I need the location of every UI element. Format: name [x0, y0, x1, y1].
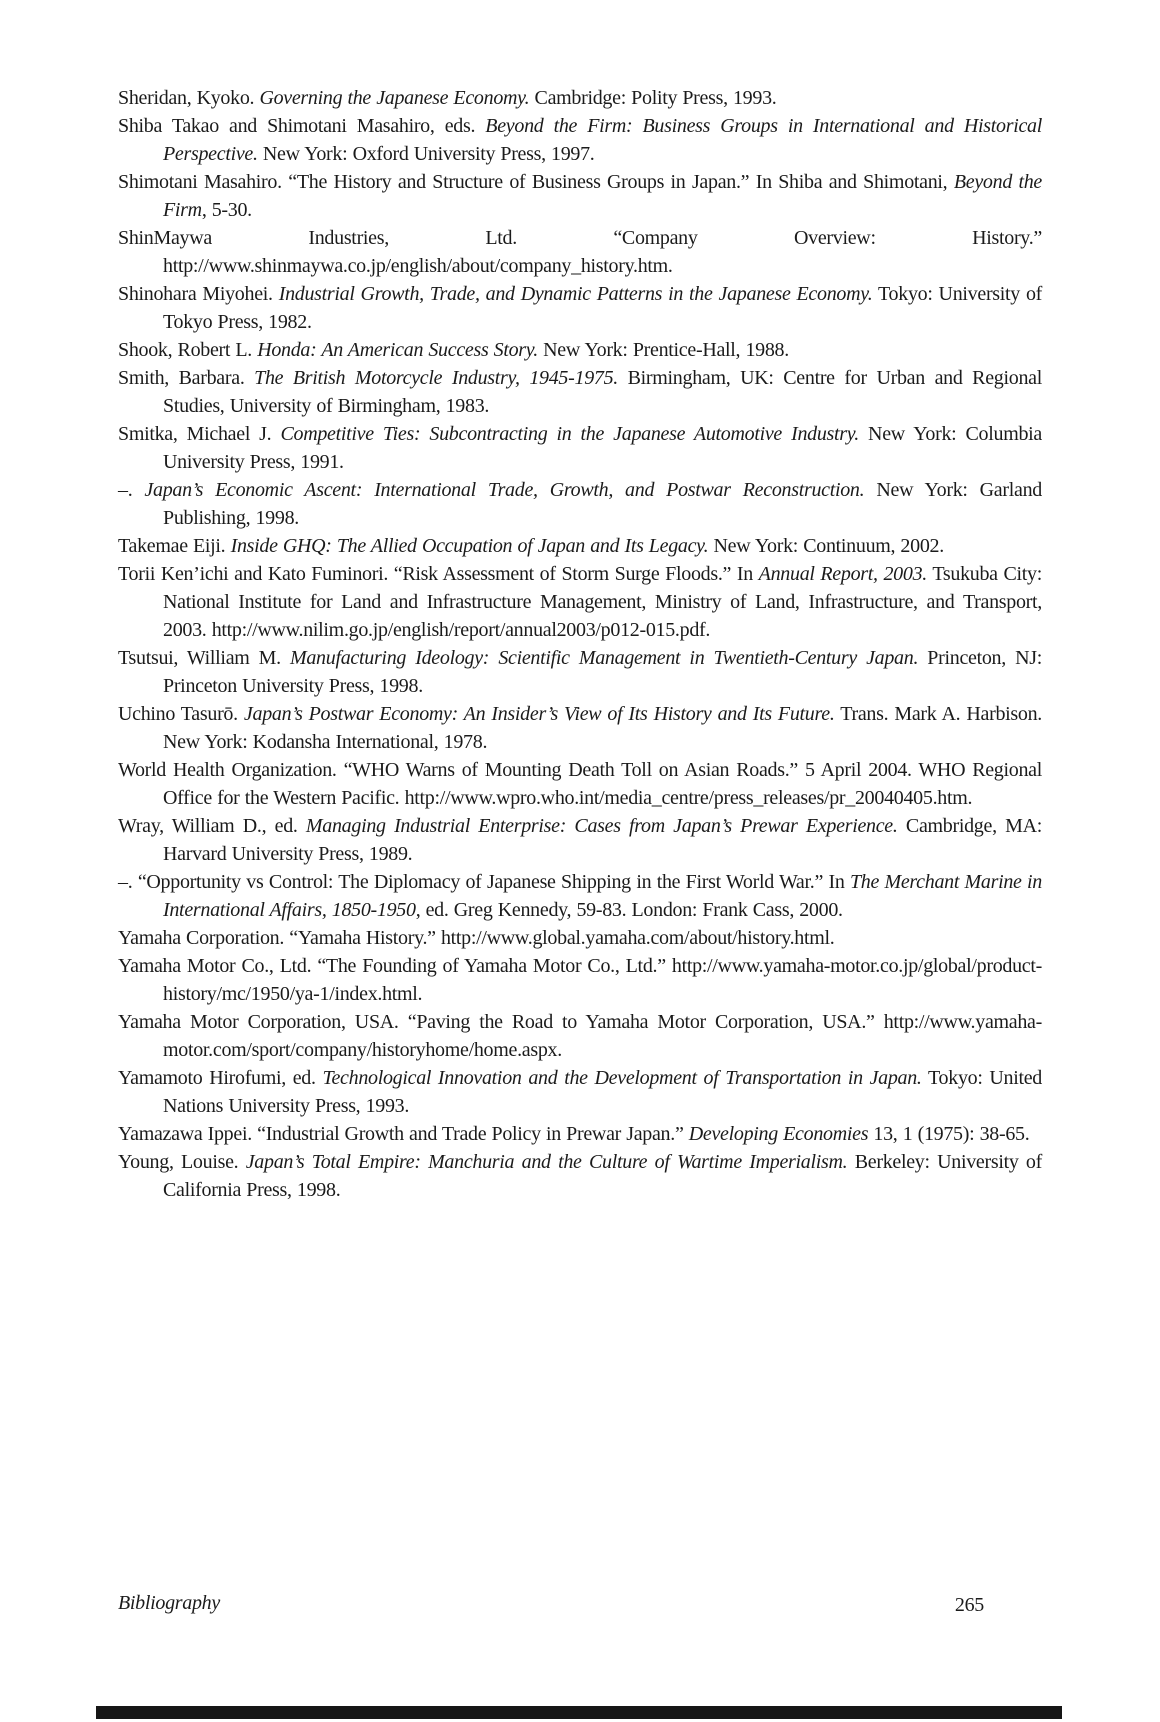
entry-title-italic: Industrial Growth, Trade, and Dynamic Patterns in the Japanese Economy.: [278, 283, 873, 305]
entry-text: Tokyo: University of Tokyo Press, 1982.: [163, 283, 1043, 333]
entry-title-italic: Inside GHQ: The Allied Occupation of Japan and Its Legacy.: [230, 535, 709, 557]
entry-title-italic: Technological Innovation and the Development of Transportation in Japan.: [322, 1067, 922, 1089]
entry-text: Smitka, Michael J.: [118, 423, 281, 445]
entry-text: Shimotani Masahiro. “The History and Structure of Business Groups in Japan.” In Shiba and Shimotani,: [118, 171, 954, 193]
bibliography-entry: [118, 924, 1042, 952]
entry-text: Uchino Tasurō.: [118, 703, 244, 725]
bibliography-entry: [118, 1120, 1042, 1148]
bibliography-entry: [118, 700, 1042, 756]
bibliography-entry: [118, 644, 1042, 700]
entry-text: Sheridan, Kyoko.: [118, 87, 260, 109]
entry-text: Shook, Robert L.: [118, 339, 258, 361]
entry-text: –.: [118, 479, 145, 501]
entry-text: New York: Columbia University Press, 1991.: [163, 423, 1042, 473]
entry-text: New York: Garland Publishing, 1998.: [163, 479, 1042, 529]
bibliography-entry: [118, 168, 1042, 224]
entry-text: Tokyo: United Nations University Press, 1993.: [163, 1067, 1043, 1117]
entry-text: Young, Louise.: [118, 1151, 246, 1173]
footer-section-title: Bibliography: [118, 1592, 220, 1614]
entry-title-italic: Developing Economies: [688, 1123, 869, 1145]
entry-text: Yamaha Corporation. “Yamaha History.” http://www.global.yamaha.com/about/history.html.: [118, 927, 835, 949]
entry-text: Smith, Barbara.: [118, 367, 255, 389]
bibliography-entry: [118, 868, 1042, 924]
entry-text: World Health Organization. “WHO Warns of Mounting Death Toll on Asian Roads.” 5 April 2004. WHO Regional Office for the Western Pacific. http://www.wpro.who.int/media_centre/press_releases/pr_20040405.htm.: [118, 759, 1042, 809]
entry-text: , 5-30.: [201, 199, 252, 221]
entry-text: New York: Continuum, 2002.: [708, 535, 944, 557]
bibliography-entry: [118, 224, 1042, 280]
bibliography-entry: [118, 1008, 1042, 1064]
entry-title-italic: Beyond the Firm: Business Groups in International and Historical Perspective.: [163, 115, 1042, 165]
entry-text: Tsutsui, William M.: [118, 647, 290, 669]
entry-text: New York: Oxford University Press, 1997.: [257, 143, 595, 165]
entry-text: Cambridge: Polity Press, 1993.: [529, 87, 777, 109]
bibliography-entry: [118, 476, 1042, 532]
entry-title-italic: Manufacturing Ideology: Scientific Management in Twentieth-Century Japan.: [290, 647, 919, 669]
entry-title-italic: Competitive Ties: Subcontracting in the Japanese Automotive Industry.: [280, 423, 859, 445]
entry-title-italic: Japan’s Postwar Economy: An Insider’s View of Its History and Its Future.: [243, 703, 835, 725]
entry-title-italic: Governing the Japanese Economy.: [259, 87, 530, 109]
bibliography-entry: [118, 532, 1042, 560]
entry-text: 13, 1 (1975): 38-65.: [868, 1123, 1030, 1145]
entry-text: Shiba Takao and Shimotani Masahiro, eds.: [118, 115, 486, 137]
bibliography-entry: [118, 1148, 1042, 1204]
entry-text: Yamazawa Ippei. “Industrial Growth and Trade Policy in Prewar Japan.”: [118, 1123, 689, 1145]
entry-text: Wray, William D., ed.: [118, 815, 306, 837]
entry-title-italic: Honda: An American Success Story.: [257, 339, 538, 361]
entry-text: –. “Opportunity vs Control: The Diplomacy of Japanese Shipping in the First World War.” In: [118, 871, 850, 893]
bibliography-entry: [118, 1064, 1042, 1120]
entry-text: Trans. Mark A. Harbison. New York: Kodansha International, 1978.: [163, 703, 1042, 753]
entry-title-italic: Managing Industrial Enterprise: Cases from Japan’s Prewar Experience.: [305, 815, 898, 837]
footer-page-number: 265: [954, 1594, 984, 1616]
entry-title-italic: The Merchant Marine in International Affairs, 1850-1950: [163, 871, 1042, 921]
bibliography-entry: [118, 756, 1042, 812]
entry-text: Shinohara Miyohei.: [118, 283, 279, 305]
bibliography-entries: [118, 84, 1042, 1204]
entry-text: Berkeley: University of California Press, 1998.: [163, 1151, 1042, 1201]
entry-text: , ed. Greg Kennedy, 59-83. London: Frank Cass, 2000.: [415, 899, 843, 921]
entry-title-italic: Japan’s Economic Ascent: International Trade, Growth, and Postwar Reconstruction.: [144, 479, 865, 501]
entry-text: Yamaha Motor Co., Ltd. “The Founding of Yamaha Motor Co., Ltd.” http://www.yamaha-motor.co.jp/global/product-history/mc/1950/ya-1/index.html.: [118, 955, 1042, 1005]
entry-text: ShinMaywa Industries, Ltd. “Company Overview: History.” http://www.shinmaywa.co.jp/english/about/company_history.htm.: [118, 227, 1042, 277]
scan-edge-bar: [96, 1706, 1062, 1719]
entry-text: Tsukuba City: National Institute for Land and Infrastructure Management, Ministry of Land, Infrastructure, and Transport, 2003. http://www.nilim.go.jp/english/report/annual2003/p012-015.pdf.: [163, 563, 1043, 641]
entry-text: Yamaha Motor Corporation, USA. “Paving the Road to Yamaha Motor Corporation, USA.” http://www.yamaha-motor.com/sport/company/historyhome/home.aspx.: [118, 1011, 1042, 1061]
entry-title-italic: Annual Report, 2003.: [758, 563, 927, 585]
entry-text: Cambridge, MA: Harvard University Press, 1989.: [163, 815, 1042, 865]
bibliography-entry: [118, 420, 1042, 476]
bibliography-entry: [118, 364, 1042, 420]
entry-title-italic: Japan’s Total Empire: Manchuria and the Culture of Wartime Imperialism.: [245, 1151, 848, 1173]
entry-title-italic: The British Motorcycle Industry, 1945-1975.: [254, 367, 618, 389]
entry-text: Princeton, NJ: Princeton University Press, 1998.: [163, 647, 1042, 697]
entry-text: Yamamoto Hirofumi, ed.: [118, 1067, 323, 1089]
entry-text: Birmingham, UK: Centre for Urban and Regional Studies, University of Birmingham, 1983.: [163, 367, 1042, 417]
bibliography-entry: [118, 560, 1042, 644]
entry-text: New York: Prentice-Hall, 1988.: [537, 339, 789, 361]
bibliography-entry: [118, 336, 1042, 364]
bibliography-entry: [118, 280, 1042, 336]
bibliography-entry: [118, 112, 1042, 168]
entry-text: Takemae Eiji.: [118, 535, 231, 557]
entry-title-italic: Beyond the Firm: [163, 171, 1042, 221]
bibliography-entry: [118, 952, 1042, 1008]
bibliography-entry: [118, 84, 1042, 112]
bibliography-entry: [118, 812, 1042, 868]
entry-text: Torii Ken’ichi and Kato Fuminori. “Risk Assessment of Storm Surge Floods.” In: [118, 563, 759, 585]
